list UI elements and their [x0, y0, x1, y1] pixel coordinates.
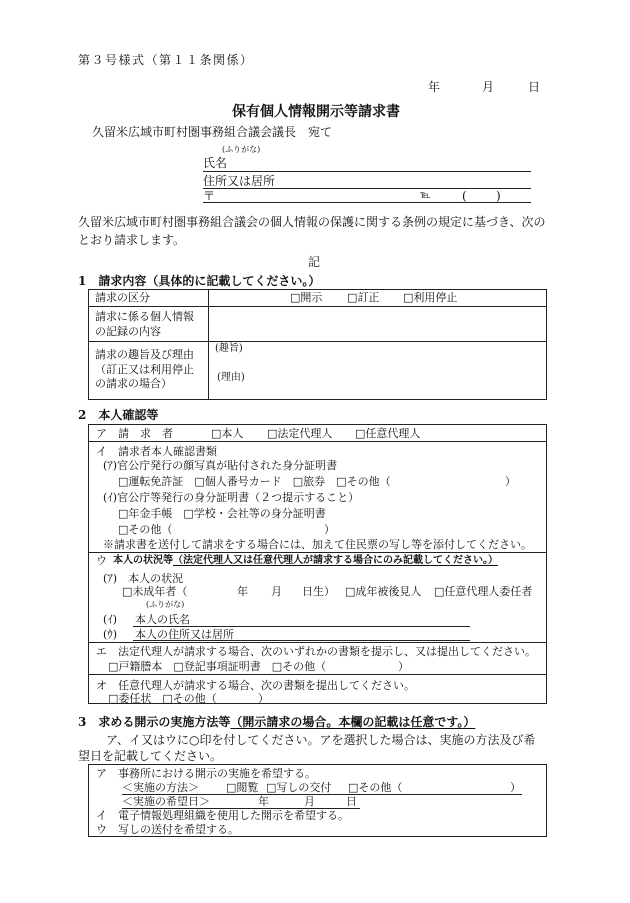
option-office-disclosure: ア 事務所における開示の実施を希望する。: [96, 767, 316, 780]
reason-sub-label: (理由): [217, 372, 245, 383]
principal-address-underline: [133, 640, 470, 641]
preferred-date-label: ＜実施の希望日＞: [122, 795, 210, 808]
preferred-day-label: 日: [346, 795, 357, 808]
reason-label: 請求の趣旨及び理由: [95, 348, 194, 361]
principal-name-underline: [133, 626, 470, 627]
voluntary-agent-close-paren: ）: [258, 692, 269, 705]
other-id-misc: □その他（: [118, 523, 173, 536]
principal-name-label: 本人の氏名: [135, 613, 190, 626]
section3-heading-text: 3 求める開示の実施方法等: [78, 715, 231, 729]
record-content-label: の記録の内容: [95, 325, 161, 338]
principal-furigana-label: (ふりがな): [146, 600, 185, 609]
addressee: 久留米広域市町村圏事務組合議会議長 宛て: [92, 125, 333, 139]
requester-label: ア 請 求 者: [96, 427, 173, 440]
box-row-divider: [88, 674, 547, 675]
option-correction: □訂正: [347, 291, 380, 304]
applicant-name-underline: [203, 171, 531, 172]
option-electronic-disclosure: イ 電子情報処理組織を使用した開示を希望する。: [96, 809, 349, 822]
principal-status-heading: (ｱ) 本人の状況: [103, 572, 184, 585]
tel-mark: ℡: [420, 190, 431, 201]
table-row-divider: [88, 341, 547, 342]
option-mail-copy: ウ 写しの送付を希望する。: [96, 823, 239, 836]
birth-month-label: 月: [271, 585, 282, 598]
principal-address-label: 本人の住所又は居所: [135, 628, 234, 641]
id-docs-note: ※請求書を送付して請求をする場合には、加えて住民票の写し等を添付してください。: [103, 538, 532, 551]
requester-option-self: □本人: [211, 427, 244, 440]
record-content-label: 請求に係る個人情報: [95, 310, 194, 323]
principal-heading: [113, 556, 498, 566]
applicant-furigana-label: (ふりがな): [222, 145, 261, 154]
option-suspension: □利用停止: [403, 291, 458, 304]
method-close-paren: ）: [510, 781, 521, 794]
document-title: 保有個人情報開示等請求書: [232, 104, 400, 120]
photo-id-close-paren: ）: [505, 475, 516, 488]
section3-instruction-line-2: 望日を記載してください。: [78, 749, 223, 763]
table-column-divider: [208, 289, 209, 400]
tel-paren-open: (: [462, 189, 467, 203]
preferred-year-label: 年: [258, 795, 269, 808]
applicant-postal-underline: [203, 202, 531, 203]
other-id-close-paren: ）: [324, 523, 335, 536]
birth-day-label: 日生）: [302, 585, 335, 598]
applicant-address-label: 住所又は居所: [203, 174, 276, 188]
method-copy: □写しの交付: [266, 781, 332, 794]
section2-heading: 2 本人確認等: [78, 408, 159, 422]
option-adult-ward: □成年被後見人: [345, 585, 422, 598]
voluntary-agent-options: □委任状 □その他（: [108, 692, 217, 705]
principal-name-number: (ｲ): [103, 613, 118, 626]
legal-agent-close-paren: ）: [398, 660, 409, 673]
option-minor: □未成年者（: [122, 585, 188, 598]
reason-label: （訂正又は利用停止: [95, 363, 194, 376]
section3-instruction-line-1: ア、イ又はウに○印を付してください。アを選択した場合は、実施の方法及び希: [106, 733, 536, 747]
tel-paren-close: ): [496, 189, 501, 203]
intro-line-1: 久留米広域市町村圏事務組合議会の個人情報の保護に関する条例の規定に基づき、次の: [78, 215, 546, 229]
intro-line-2: とおり請求します。: [78, 233, 186, 247]
preferred-month-label: 月: [304, 795, 315, 808]
purpose-label: (趣旨): [215, 343, 243, 354]
section3-heading-note: （開示請求の場合。本欄の記載は任意です。）: [230, 715, 476, 729]
legal-agent-options: □戸籍謄本 □登記事項証明書 □その他（: [108, 660, 327, 673]
voluntary-agent-instruction: オ 任意代理人が請求する場合、次の書類を提出してください。: [96, 679, 415, 692]
requester-option-voluntary-agent: □任意代理人: [355, 427, 421, 440]
method-view: □閲覧: [226, 781, 259, 794]
request-type-label: 請求の区分: [95, 291, 150, 304]
date-year-label: 年: [428, 80, 441, 94]
principal-marker: ウ: [96, 554, 107, 567]
form-number: 第３号様式（第１１条関係）: [78, 53, 254, 67]
birth-year-label: 年: [237, 585, 248, 598]
postal-mark: 〒: [203, 189, 216, 203]
other-id-heading: (ｲ)官公庁等発行の身分証明書（２つ提示すること）: [103, 491, 360, 504]
applicant-name-label: 氏名: [203, 156, 228, 170]
table-row-divider: [88, 306, 547, 307]
reason-label: の請求の場合）: [95, 377, 172, 390]
box-row-divider: [88, 552, 547, 553]
other-id-options: □年金手帳 □学校・会社等の身分証明書: [118, 507, 326, 520]
photo-id-options: □運転免許証 □個人番号カード □旅券 □その他（: [118, 475, 391, 488]
option-delegator: □任意代理人委任者: [434, 585, 533, 598]
section3-heading: [78, 716, 475, 728]
photo-id-heading: (ｱ)官公庁発行の顔写真が貼付された身分証明書: [103, 459, 338, 472]
date-day-label: 日: [528, 80, 541, 94]
date-month-label: 月: [482, 80, 495, 94]
applicant-address-underline: [203, 188, 531, 189]
box-row-divider: [88, 441, 547, 442]
ki-mark: 記: [308, 255, 321, 269]
principal-address-number: (ｳ): [103, 628, 118, 641]
section1-heading: 1 請求内容（具体的に記載してください。）: [78, 274, 321, 288]
option-disclosure: □開示: [290, 291, 323, 304]
legal-agent-instruction: エ 法定代理人が請求する場合、次のいずれかの書類を提示し、又は提出してください。: [96, 645, 536, 658]
method-label: ＜実施の方法＞: [122, 781, 199, 794]
id-docs-heading: イ 請求者本人確認書類: [96, 445, 217, 458]
box-row-divider: [88, 642, 547, 643]
principal-heading-note: （法定代理人又は任意代理人が請求する場合にのみ記載してください。）: [173, 555, 498, 566]
requester-option-legal-agent: □法定代理人: [267, 427, 333, 440]
principal-heading-text: 本人の状況等: [113, 555, 173, 566]
method-other: □その他（: [348, 781, 403, 794]
